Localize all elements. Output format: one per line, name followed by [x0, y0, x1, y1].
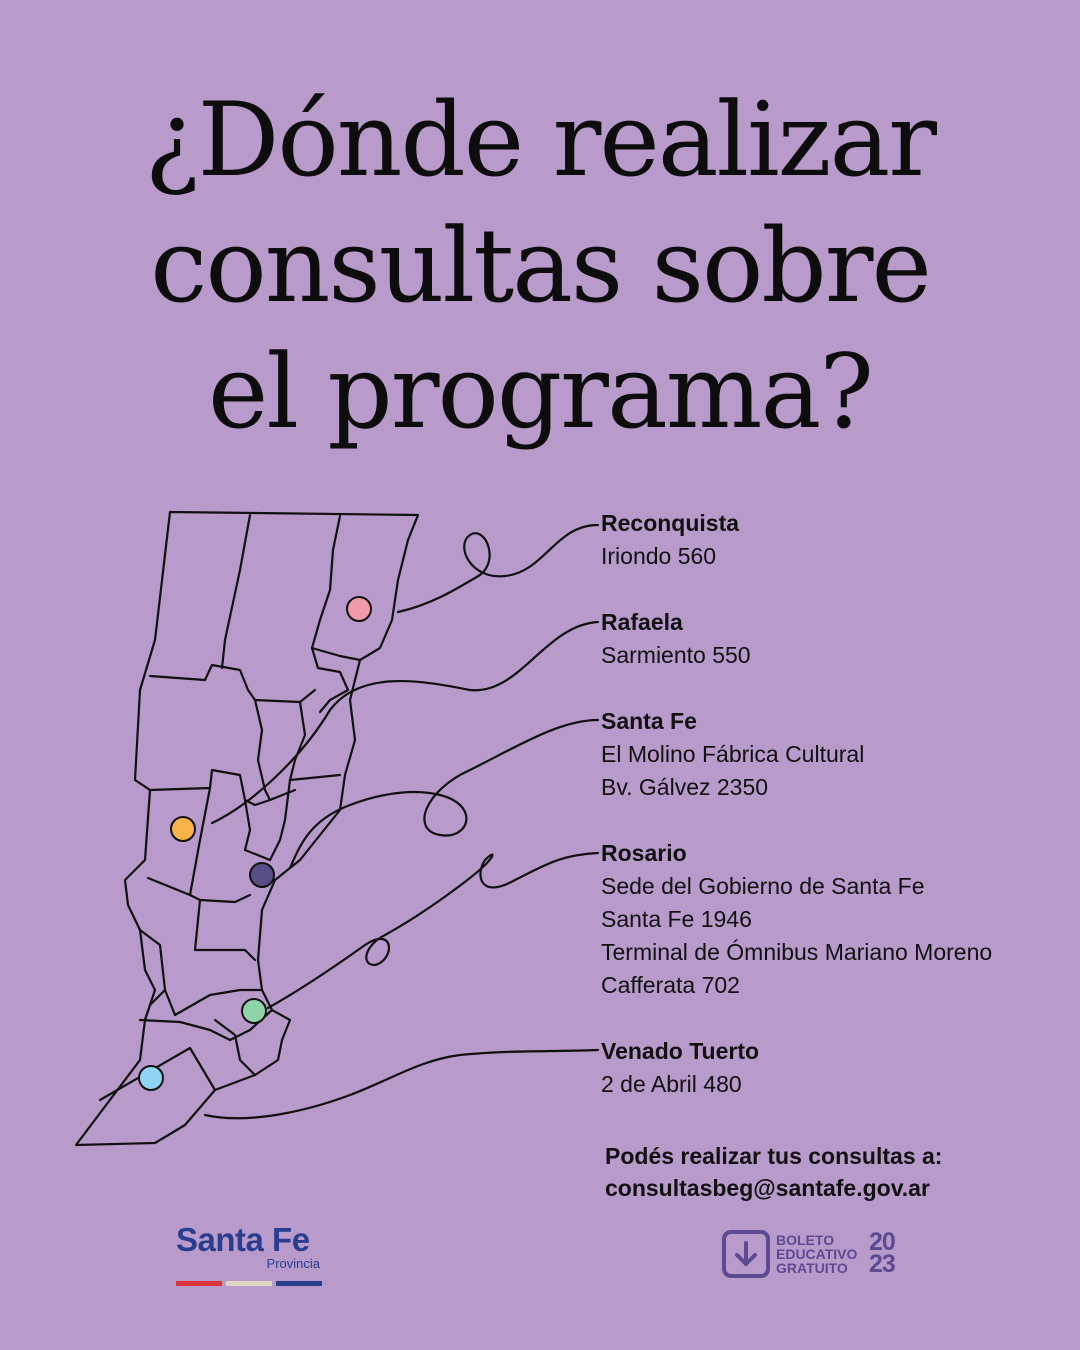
dept-boundary: [148, 878, 190, 895]
location-address: 2 de Abril 480: [601, 1071, 742, 1097]
dept-boundary: [140, 1020, 230, 1040]
location-name: Rafaela: [601, 609, 683, 635]
title-line-3: el programa?: [208, 333, 872, 452]
dept-boundary: [150, 770, 295, 805]
rafaela-marker: [171, 817, 195, 841]
santa-fe-sub: Provincia: [266, 1256, 320, 1271]
santafe-marker: [250, 863, 274, 887]
location-name: Reconquista: [601, 510, 740, 536]
location-name: Santa Fe: [601, 708, 697, 734]
santa-fe-logo: [176, 1222, 322, 1286]
dept-boundary: [290, 702, 340, 780]
title-line-2: consultas sobre: [150, 207, 930, 326]
location-rafaela: [601, 606, 751, 672]
dept-boundary: [195, 900, 255, 960]
location-santa-fe: [601, 705, 864, 804]
reconquista-marker: [347, 597, 371, 621]
stripe-white: [226, 1281, 272, 1286]
dept-boundary: [215, 1020, 255, 1075]
santa-fe-brand: Santa Fe: [176, 1221, 310, 1258]
location-reconquista: [601, 507, 739, 573]
year-bottom: 23: [869, 1250, 895, 1278]
dept-boundary: [222, 515, 250, 668]
connector-rosario: [268, 853, 598, 1008]
boleto-line-2: EDUCATIVO: [776, 1246, 858, 1262]
connector-venado: [205, 1050, 598, 1118]
stripe-red: [176, 1281, 222, 1286]
location-address: El Molino Fábrica Cultural: [601, 741, 865, 767]
connector-santafe: [290, 720, 598, 868]
boleto-year: [869, 1228, 895, 1278]
boleto-line-1: BOLETO: [776, 1232, 835, 1248]
location-name: Rosario: [601, 840, 687, 866]
connector-reconquista: [398, 525, 598, 612]
location-address: Santa Fe 1946: [601, 906, 752, 932]
location-address: Bv. Gálvez 2350: [601, 774, 769, 800]
boleto-text: [776, 1233, 876, 1275]
title-line-1: ¿Dónde realizar: [144, 81, 936, 200]
flag-stripes: [176, 1281, 322, 1286]
location-rosario: [601, 837, 992, 1002]
location-address: Terminal de Ómnibus Mariano Moreno: [601, 939, 993, 965]
dept-boundary: [312, 516, 360, 660]
stripe-blue: [276, 1281, 322, 1286]
location-name: Venado Tuerto: [601, 1038, 760, 1064]
dept-boundary: [145, 990, 165, 1020]
year-top: 20: [869, 1228, 895, 1256]
contact-label: Podés realizar tus consultas a:: [605, 1143, 943, 1169]
contact-email-link[interactable]: consultasbeg@santafe.gov.ar: [605, 1175, 930, 1201]
location-address: Sarmiento 550: [601, 642, 751, 668]
contact-block: [605, 1140, 942, 1204]
boleto-line-3: GRATUITO: [776, 1260, 848, 1276]
location-address: Iriondo 560: [601, 543, 717, 569]
rosario-marker: [242, 999, 266, 1023]
venado-tuerto-marker: [139, 1066, 163, 1090]
arrow-down-icon: [722, 1230, 770, 1278]
dept-boundary: [150, 665, 315, 702]
dept-boundary: [245, 780, 290, 860]
location-venado-tuerto: [601, 1035, 759, 1101]
location-address: Sede del Gobierno de Santa Fe: [601, 873, 925, 899]
location-address: Cafferata 702: [601, 972, 740, 998]
